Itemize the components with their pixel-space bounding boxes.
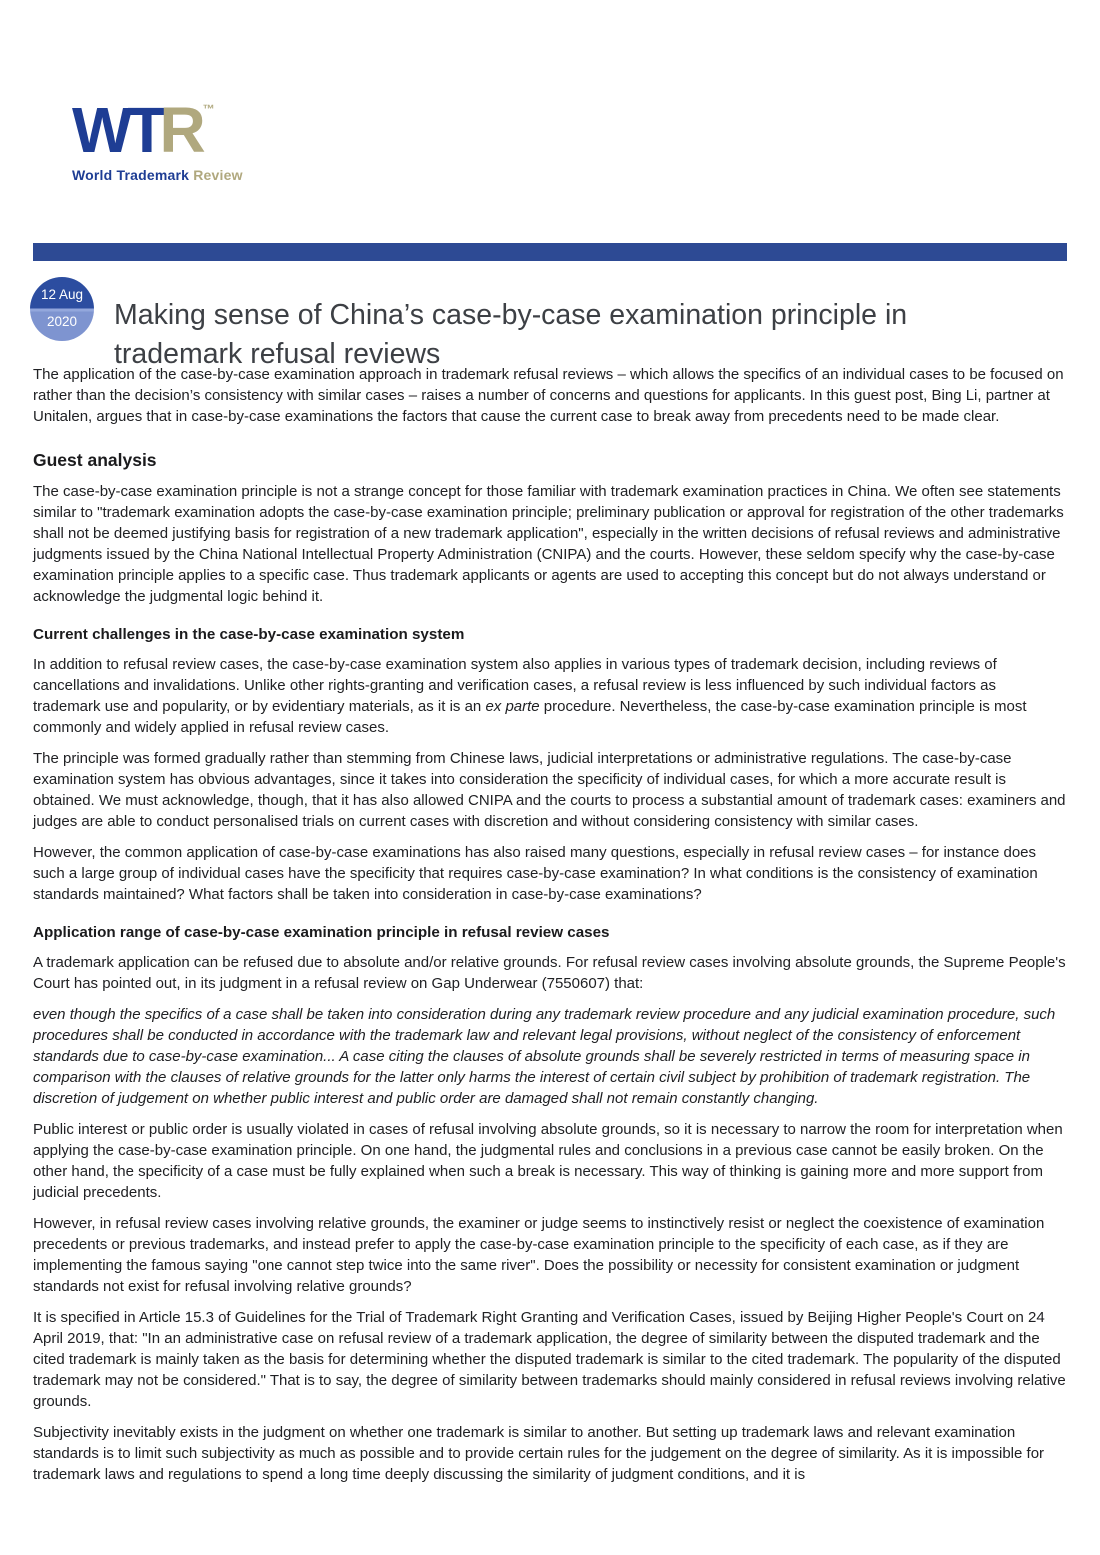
article-content [33, 364, 1067, 1495]
wtr-logo-tagline [72, 167, 243, 183]
article-quote: even though the specifics of a case shall be taken into consideration during any trademark review procedure and any judicial examination procedure, such procedures shall be conducted in accordance with the trademark law and relevant legal provisions, without neglect of the consistency of enforcement standards due to case-by-case examination... A case citing the clauses of absolute grounds shall be severely restricted in terms of measuring space in comparison with the clauses of relative grounds for the latter only harms the interest of certain civil subject by prohibition of trademark registration. The discretion of judgement on whether public interest and public order are damaged shall not remain constantly changing. [33, 1006, 1056, 1107]
article-paragraph: However, in refusal review cases involving relative grounds, the examiner or judge seems to instinctively resist or neglect the coexistence of examination precedents or previous trademarks, and instead prefer to apply the case-by-case examination principle to the specificity of each case, as if they are implementing the famous saying "one cannot step twice into the same river". Does the possibility or necessity for consistent examination or judgment standards not exist for refusal involving relative grounds? [33, 1215, 1045, 1295]
wtr-logo-wt: WT [72, 94, 162, 166]
wtr-logo-r: R [159, 94, 201, 166]
header-divider-bar [33, 243, 1067, 261]
article-subheading: Current challenges in the case-by-case examination system [33, 626, 465, 643]
wtr-tagline-main: World Trademark [72, 166, 190, 183]
article-paragraph: A trademark application can be refused due to absolute and/or relative grounds. For refusal review cases involving absolute grounds, the Supreme People's Court has pointed out, in its judgment in a refusal review on Gap Underwear (7550607) that: [33, 954, 1066, 992]
article-paragraph: Subjectivity inevitably exists in the judgment on whether one trademark is similar to another. But setting up trademark laws and relevant examination standards is to limit such subjectivity as much as possible and to provide certain rules for the judgement on the degree of similarity. As it is impossible for trademark laws and regulations to spend a long time deeply discussing the similarity of judgment conditions, and it is [33, 1424, 1045, 1483]
article-paragraph: The case-by-case examination principle is not a strange concept for those familiar with trademark examination practices in China. We often see statements similar to "trademark examination adopts the case-by-case examination principle; preliminary publication or approval for registration of the other trademarks shall not be deemed justifying basis for registration of a new trademark application", especially in the written decisions of refusal reviews and administrative judgments issued by the China National Intellectual Property Administration (CNIPA) and the courts. However, these seldom specify why the case-by-case examination principle applies to a specific case. Thus trademark applicants or agents are used to accepting this concept but do not always understand or acknowledge the judgmental logic behind it. [33, 483, 1064, 605]
article-paragraph: In addition to refusal review cases, the case-by-case examination system also applies in various types of trademark decision, including reviews of cancellations and invalidations. Unlike other rights-granting and verification cases, a refusal review is less influenced by such individual factors as trademark use and popularity, or by evidentiary materials, as it is an ex parte procedure. Nevertheless, the case-by-case examination principle is most commonly and widely applied in refusal review cases. [33, 656, 1027, 736]
article-body [33, 449, 1067, 1485]
publication-date-year: 2020 [46, 314, 78, 329]
wtr-logo-letters [72, 94, 243, 166]
article-paragraph: However, the common application of case-by-case examinations has also raised many questions, especially in refusal review cases – for instance does such a large group of individual cases have the specificity that requires case-by-case examination? In what conditions is the consistency of examination standards maintained? What factors shall be taken into consideration in case-by-case examinations? [33, 844, 1038, 903]
article-paragraph: It is specified in Article 15.3 of Guidelines for the Trial of Trademark Right Granting and Verification Cases, issued by Beijing Higher People's Court on 24 April 2019, that: "In an administrative case on refusal review of a trademark application, the degree of similarity between the disputed trademark and the cited trademark is mainly taken as the basis for determining whether the disputed trademark is similar to the cited trademark. The popularity of the disputed trademark may not be considered." That is to say, the degree of similarity between trademarks should mainly considered in refusal reviews involving relative grounds. [33, 1309, 1066, 1410]
page-title: Making sense of China’s case-by-case examination principle in trademark refusal reviews [114, 299, 908, 371]
wtr-tagline-accent: Review [193, 166, 243, 183]
article-subheading: Application range of case-by-case examination principle in refusal review cases [33, 924, 610, 941]
article-paragraph: The principle was formed gradually rather than stemming from Chinese laws, judicial interpretations or administrative regulations. The case-by-case examination system has obvious advantages, since it takes into consideration the specificity of individual cases, for which a more accurate result is obtained. We must acknowledge, though, that it has also allowed CNIPA and the courts to process a substantial amount of trademark cases: examiners and judges are able to conduct personalised trials on current cases with discretion and without considering consistency with similar cases. [33, 750, 1066, 830]
article-heading: Guest analysis [33, 450, 157, 470]
publication-date-badge [30, 277, 94, 341]
article-paragraph: Public interest or public order is usually violated in cases of refusal involving absolute grounds, so it is necessary to narrow the room for interpretation when applying the case-by-case examination principle. On one hand, the judgmental rules and conclusions in a previous case cannot be easily broken. On the other hand, the specificity of a case must be fully explained when such a break is necessary. This way of thinking is gaining more and more support from judicial precedents. [33, 1121, 1063, 1201]
publication-date-day-month: 12 Aug [40, 287, 84, 302]
article-intro: The application of the case-by-case examination approach in trademark refusal reviews – which allows the specifics of an individual cases to be focused on rather than the decision’s consistency with similar cases – raises a number of concerns and questions for applicants. In this guest post, Bing Li, partner at Unitalen, argues that in case-by-case examinations the factors that cause the current case to break away from precedents need to be made clear. [33, 366, 1064, 425]
trademark-symbol-icon: ™ [202, 102, 215, 116]
wtr-logo [72, 94, 243, 183]
